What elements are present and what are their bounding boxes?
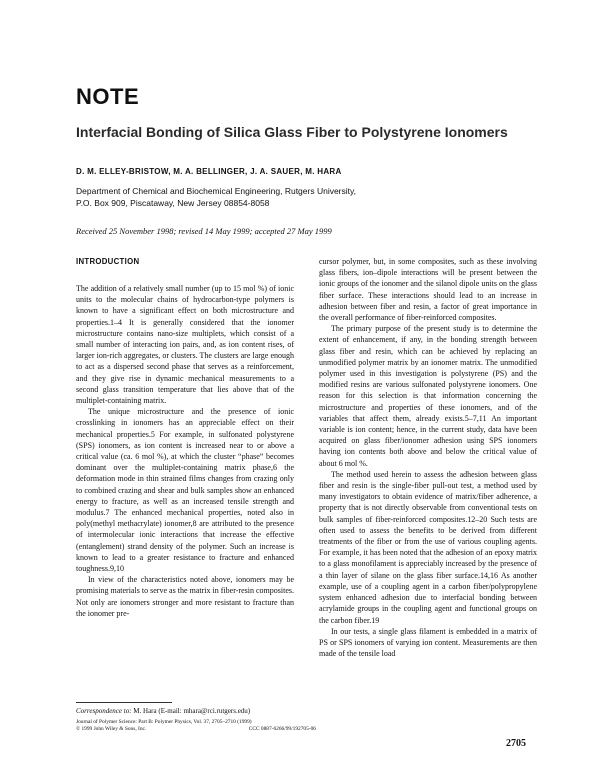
right-column xyxy=(319,256,537,659)
body-paragraph: The primary purpose of the present study is to determine the extent of enhancement, if any, in the bonding strength between glass fiber and resin, which can be achieved by replacing an unmodified polymer matrix by an ionomer matrix. The unmodified polymer used in this investigation is polystyrene (PS) and the modified resins are various sulfonated polystyrene ionomers. One reason for this selection is that information concerning the microstructure and properties of these ionomers, and of the variables that affect them, already exists.5–7,11 An important variable is ion content; hence, in the current study, data have been acquired on glass fiber/ionomer adhesion using SPS ionomers having ion contents both above and below the critical value of about 6 mol %. xyxy=(319,324,537,468)
journal-citation: Journal of Polymer Science: Part B: Polymer Physics, Vol. 37, 2705–2710 (1999) xyxy=(76,719,252,725)
section-heading-introduction: INTRODUCTION xyxy=(76,257,140,266)
affiliation-line: Department of Chemical and Biochemical Engineering, Rutgers University, xyxy=(76,186,356,196)
body-paragraph: The method used herein to assess the adhesion between glass fiber and resin is the single-fiber pull-out test, a method used by many investigators to obtain evidence of matrix/fiber adherence, a property that is not directly observable from conventional tests on bulk samples of fiber-reinforced composites.12–20 Such tests are often used to assess the benefits to be derived from different treatments of the fiber or from the use of various coupling agents. For example, it has been noted that the adhesion of an epoxy matrix to a glass monofilament is appreciably increased by the presence of a thin layer of silane on the glass fiber surface.14,16 As another example, use of a coupling agent in a carbon fiber/polypropylene system enhanced adhesion due to interfacial bonding between acrylamide groups in the coupling agent and functional groups on the carbon fiber.19 xyxy=(319,469,537,625)
ccc-code: CCC 0887-6266/99/192705-06 xyxy=(248,726,316,732)
correspondence-note xyxy=(76,707,316,716)
page-number: 2705 xyxy=(506,738,526,749)
footnote-rule xyxy=(76,702,172,703)
paper-title: Interfacial Bonding of Silica Glass Fiber to Polystyrene Ionomers xyxy=(76,124,508,140)
body-paragraph: In view of the characteristics noted above, ionomers may be promising materials to serve as the matrix in fiber-resin composites. Not only are ionomers stronger and more resistant to fracture than the ionomer pre- xyxy=(76,575,294,618)
affiliation xyxy=(76,185,536,209)
body-paragraph: In our tests, a single glass filament is embedded in a matrix of PS or SPS ionomers of varying ion content. Measurements are then made of the tensile load xyxy=(319,626,537,659)
author-list: D. M. ELLEY-BRISTOW, M. A. BELLINGER, J. A. SAUER, M. HARA xyxy=(76,167,342,176)
body-paragraph: The unique microstructure and the presence of ionic crosslinking in ionomers has an appreciable effect on their mechanical properties.5 For example, in sulfonated polystyrene (SPS) ionomers, as ion content is increased near to or above a critical value (ca. 6 mol %), at which the cluster “phase” becomes dominant over the multiplet-containing matrix phase,6 the deformation mode in thin strained films changes from crazing only to combined crazing and shear and bulk samples show an enhanced energy to fracture, as well as an increased tensile strength and modulus.7 The enhanced mechanical properties, noted also in poly(methyl methacrylate) ionomer,8 are attributed to the presence of intermolecular ionic interactions that increase the effective (entanglement) strand density of the polymer. Such an increase is known to lead to a greater resistance to fracture and enhanced toughness.9,10 xyxy=(76,407,294,574)
body-paragraph: The addition of a relatively small number (up to 15 mol %) of ionic units to the molecular chains of hydrocarbon-type polymers is known to have a significant effect on both microstructure and properties.1–4 It is generally considered that the ionomer microstructure contains nano-size multiplets, which consist of a small number of interacting ion pairs, and, as ion content rises, of larger ion-rich aggregates, or clusters. The clusters are large enough to act as a dispersed second phase that serves as a reinforcement, and they give rise in dynamic mechanical measurements to a second glass transition temperature that lies above that of the multiplet-containing matrix. xyxy=(76,284,294,406)
correspondence-label: Correspondence to: xyxy=(76,707,132,715)
affiliation-line: P.O. Box 909, Piscataway, New Jersey 08854-8058 xyxy=(76,198,270,208)
received-dates: Received 25 November 1998; revised 14 May 1999; accepted 27 May 1999 xyxy=(76,226,332,236)
note-label: NOTE xyxy=(76,84,140,109)
correspondence-text: M. Hara (E-mail: mhara@rci.rutgers.edu) xyxy=(133,707,251,715)
left-column xyxy=(76,256,294,619)
copyright-line xyxy=(76,726,316,733)
body-paragraph: cursor polymer, but, in some composites, such as these involving glass fibers, ion–dipole interactions will be present between the ionic groups of the ionomer and the silanol dipole units on the glass fiber surface. These interactions should lead to an increase in adhesion between fiber and resin, a factor of great importance in the overall performance of fiber-reinforced composites. xyxy=(319,257,537,323)
copyright-text: © 1999 John Wiley & Sons, Inc. xyxy=(76,726,147,732)
